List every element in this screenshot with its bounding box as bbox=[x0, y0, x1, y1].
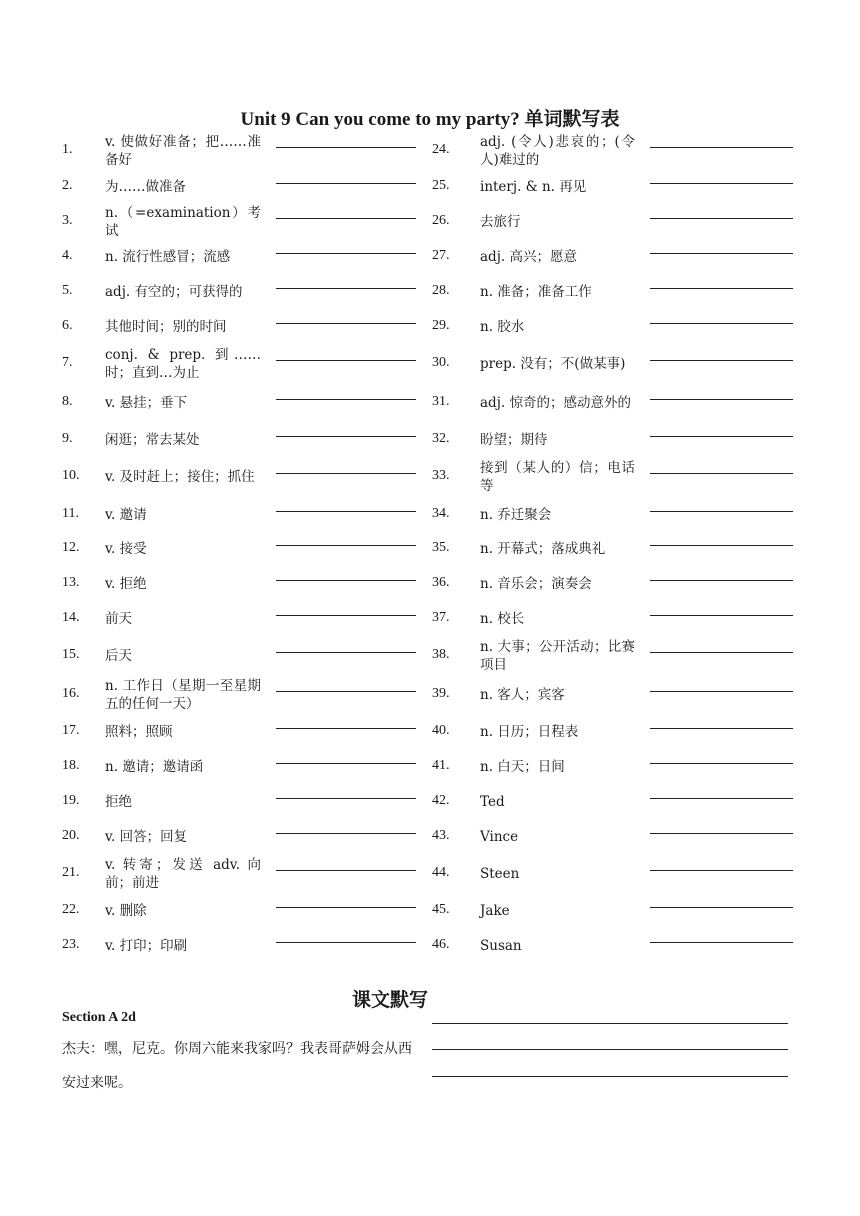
answer-line[interactable] bbox=[650, 253, 793, 254]
answer-line[interactable] bbox=[650, 763, 793, 764]
answer-line[interactable] bbox=[650, 473, 793, 474]
answer-line[interactable] bbox=[650, 833, 793, 834]
answer-line[interactable] bbox=[276, 942, 416, 943]
answer-line[interactable] bbox=[276, 615, 416, 616]
answer-line[interactable] bbox=[276, 360, 416, 361]
answer-line[interactable] bbox=[650, 183, 793, 184]
vocab-number: 15. bbox=[62, 647, 80, 662]
vocab-number: 23. bbox=[62, 937, 80, 952]
vocab-number: 26. bbox=[432, 213, 450, 228]
vocab-definition: v. 打印；印刷 bbox=[105, 938, 188, 954]
answer-line[interactable] bbox=[276, 323, 416, 324]
writing-line[interactable] bbox=[432, 1076, 788, 1077]
vocab-number: 35. bbox=[432, 540, 450, 555]
vocab-number: 31. bbox=[432, 394, 450, 409]
vocab-number: 19. bbox=[62, 793, 80, 808]
vocab-definition: adj. 高兴；愿意 bbox=[480, 249, 577, 265]
vocab-definition: n. 音乐会；演奏会 bbox=[480, 576, 592, 592]
vocab-definition: Steen bbox=[480, 866, 520, 882]
vocab-number: 8. bbox=[62, 394, 73, 409]
answer-line[interactable] bbox=[650, 942, 793, 943]
vocab-definition: n. 校长 bbox=[480, 611, 525, 627]
answer-line[interactable] bbox=[276, 147, 416, 148]
answer-line[interactable] bbox=[276, 183, 416, 184]
vocab-definition: v. 接受 bbox=[105, 541, 147, 557]
answer-line[interactable] bbox=[650, 147, 793, 148]
vocab-definition: n. 胶水 bbox=[480, 319, 525, 335]
vocab-definition: v. 转寄；发送 adv. 向前；前进 bbox=[105, 857, 261, 891]
passage-text: 杰夫：嘿，尼克。你周六能来我家吗？我表哥萨姆会从西安过来呢。 bbox=[62, 1041, 412, 1091]
vocab-number: 43. bbox=[432, 828, 450, 843]
answer-line[interactable] bbox=[650, 323, 793, 324]
vocab-definition: 闲逛；常去某处 bbox=[105, 432, 200, 448]
vocab-definition: 盼望；期待 bbox=[480, 432, 548, 448]
vocab-definition: Ted bbox=[480, 794, 505, 810]
vocab-number: 18. bbox=[62, 758, 80, 773]
vocab-number: 39. bbox=[432, 686, 450, 701]
answer-line[interactable] bbox=[650, 399, 793, 400]
vocab-definition: 其他时间；别的时间 bbox=[105, 319, 227, 335]
answer-line[interactable] bbox=[650, 436, 793, 437]
vocab-definition: Susan bbox=[480, 938, 522, 954]
writing-line[interactable] bbox=[432, 1023, 788, 1024]
vocab-number: 27. bbox=[432, 248, 450, 263]
vocab-number: 28. bbox=[432, 283, 450, 298]
vocab-definition: v. 拒绝 bbox=[105, 576, 147, 592]
answer-line[interactable] bbox=[276, 545, 416, 546]
vocab-number: 7. bbox=[62, 355, 73, 370]
vocab-number: 20. bbox=[62, 828, 80, 843]
vocab-definition: n. 日历；日程表 bbox=[480, 724, 579, 740]
vocab-definition: interj. & n. 再见 bbox=[480, 179, 587, 195]
answer-line[interactable] bbox=[650, 652, 793, 653]
answer-line[interactable] bbox=[276, 288, 416, 289]
answer-line[interactable] bbox=[276, 870, 416, 871]
vocab-number: 16. bbox=[62, 686, 80, 701]
vocab-number: 4. bbox=[62, 248, 73, 263]
answer-line[interactable] bbox=[276, 798, 416, 799]
vocab-number: 29. bbox=[432, 318, 450, 333]
vocab-definition: 接到（某人的）信；电话等 bbox=[480, 460, 635, 494]
vocab-number: 44. bbox=[432, 865, 450, 880]
vocab-definition: 照料；照顾 bbox=[105, 724, 173, 740]
answer-line[interactable] bbox=[650, 798, 793, 799]
vocab-number: 10. bbox=[62, 468, 80, 483]
vocab-definition: conj. & prep. 到……时；直到…为止 bbox=[105, 347, 261, 381]
vocab-definition: n. 大事；公开活动；比赛项目 bbox=[480, 639, 635, 673]
vocab-definition: v. 回答；回复 bbox=[105, 829, 188, 845]
vocab-definition: adj. 惊奇的；感动意外的 bbox=[480, 395, 631, 411]
vocab-definition: v. 及时赶上；接住；抓住 bbox=[105, 469, 255, 485]
vocab-number: 9. bbox=[62, 431, 73, 446]
answer-line[interactable] bbox=[276, 399, 416, 400]
vocab-definition: Vince bbox=[480, 829, 519, 845]
page-title: Unit 9 Can you come to my party? 单词默写表 bbox=[240, 109, 620, 130]
vocab-definition: n. 白天；日间 bbox=[480, 759, 565, 775]
vocab-definition: Jake bbox=[480, 903, 510, 919]
answer-line[interactable] bbox=[650, 511, 793, 512]
answer-line[interactable] bbox=[650, 288, 793, 289]
vocab-number: 5. bbox=[62, 283, 73, 298]
vocab-number: 42. bbox=[432, 793, 450, 808]
vocab-number: 22. bbox=[62, 902, 80, 917]
vocab-number: 1. bbox=[62, 142, 73, 157]
vocab-number: 41. bbox=[432, 758, 450, 773]
vocab-definition: 拒绝 bbox=[105, 794, 132, 810]
vocab-definition: 前天 bbox=[105, 611, 132, 627]
answer-line[interactable] bbox=[276, 436, 416, 437]
vocab-definition: v. 邀请 bbox=[105, 507, 147, 523]
vocab-definition: prep. 没有；不(做某事) bbox=[480, 356, 626, 372]
vocab-number: 21. bbox=[62, 865, 80, 880]
vocab-number: 24. bbox=[432, 142, 450, 157]
answer-line[interactable] bbox=[276, 253, 416, 254]
vocab-definition: n. 乔迁聚会 bbox=[480, 507, 552, 523]
answer-line[interactable] bbox=[650, 907, 793, 908]
vocab-definition: n. 准备；准备工作 bbox=[480, 284, 592, 300]
section-heading: 课文默写 bbox=[351, 989, 428, 1011]
answer-line[interactable] bbox=[650, 580, 793, 581]
vocab-definition: n. 开幕式；落成典礼 bbox=[480, 541, 606, 557]
vocab-number: 34. bbox=[432, 506, 450, 521]
answer-line[interactable] bbox=[650, 691, 793, 692]
vocab-number: 30. bbox=[432, 355, 450, 370]
section-label: Section A 2d bbox=[62, 1010, 136, 1025]
answer-line[interactable] bbox=[650, 615, 793, 616]
vocab-number: 11. bbox=[62, 506, 79, 521]
vocab-number: 17. bbox=[62, 723, 80, 738]
vocab-definition: n. 邀请；邀请函 bbox=[105, 759, 204, 775]
answer-line[interactable] bbox=[276, 218, 416, 219]
answer-line[interactable] bbox=[276, 511, 416, 512]
answer-line[interactable] bbox=[276, 473, 416, 474]
vocab-number: 40. bbox=[432, 723, 450, 738]
answer-line[interactable] bbox=[276, 763, 416, 764]
answer-line[interactable] bbox=[276, 907, 416, 908]
vocab-number: 13. bbox=[62, 575, 80, 590]
vocab-definition: adj. 有空的；可获得的 bbox=[105, 284, 243, 300]
vocab-definition: adj. (令人)悲哀的；(令人)难过的 bbox=[480, 134, 635, 168]
vocab-number: 6. bbox=[62, 318, 73, 333]
vocab-definition: n.（=examination）考试 bbox=[105, 205, 261, 239]
vocab-number: 37. bbox=[432, 610, 450, 625]
answer-line[interactable] bbox=[276, 652, 416, 653]
vocab-number: 2. bbox=[62, 178, 73, 193]
vocab-number: 32. bbox=[432, 431, 450, 446]
answer-line[interactable] bbox=[276, 833, 416, 834]
answer-line[interactable] bbox=[650, 870, 793, 871]
vocab-number: 3. bbox=[62, 213, 73, 228]
vocab-definition: v. 悬挂；垂下 bbox=[105, 395, 188, 411]
vocab-number: 25. bbox=[432, 178, 450, 193]
vocab-number: 14. bbox=[62, 610, 80, 625]
vocab-number: 12. bbox=[62, 540, 80, 555]
answer-line[interactable] bbox=[276, 728, 416, 729]
vocab-definition: n. 流行性感冒；流感 bbox=[105, 249, 231, 265]
vocab-definition: n. 工作日（星期一至星期五的任何一天） bbox=[105, 678, 261, 712]
vocab-number: 38. bbox=[432, 647, 450, 662]
vocab-number: 45. bbox=[432, 902, 450, 917]
vocab-definition: n. 客人；宾客 bbox=[480, 687, 565, 703]
vocab-definition: 为……做准备 bbox=[105, 179, 186, 195]
vocab-definition: 去旅行 bbox=[480, 214, 521, 230]
vocab-definition: v. 删除 bbox=[105, 903, 147, 919]
answer-line[interactable] bbox=[276, 580, 416, 581]
vocab-definition: 后天 bbox=[105, 648, 132, 664]
answer-line[interactable] bbox=[650, 360, 793, 361]
vocab-number: 33. bbox=[432, 468, 450, 483]
answer-line[interactable] bbox=[276, 691, 416, 692]
answer-line[interactable] bbox=[650, 545, 793, 546]
vocab-number: 36. bbox=[432, 575, 450, 590]
writing-line[interactable] bbox=[432, 1049, 788, 1050]
vocab-definition: v. 使做好准备；把……准备好 bbox=[105, 134, 261, 168]
vocab-number: 46. bbox=[432, 937, 450, 952]
answer-line[interactable] bbox=[650, 728, 793, 729]
answer-line[interactable] bbox=[650, 218, 793, 219]
